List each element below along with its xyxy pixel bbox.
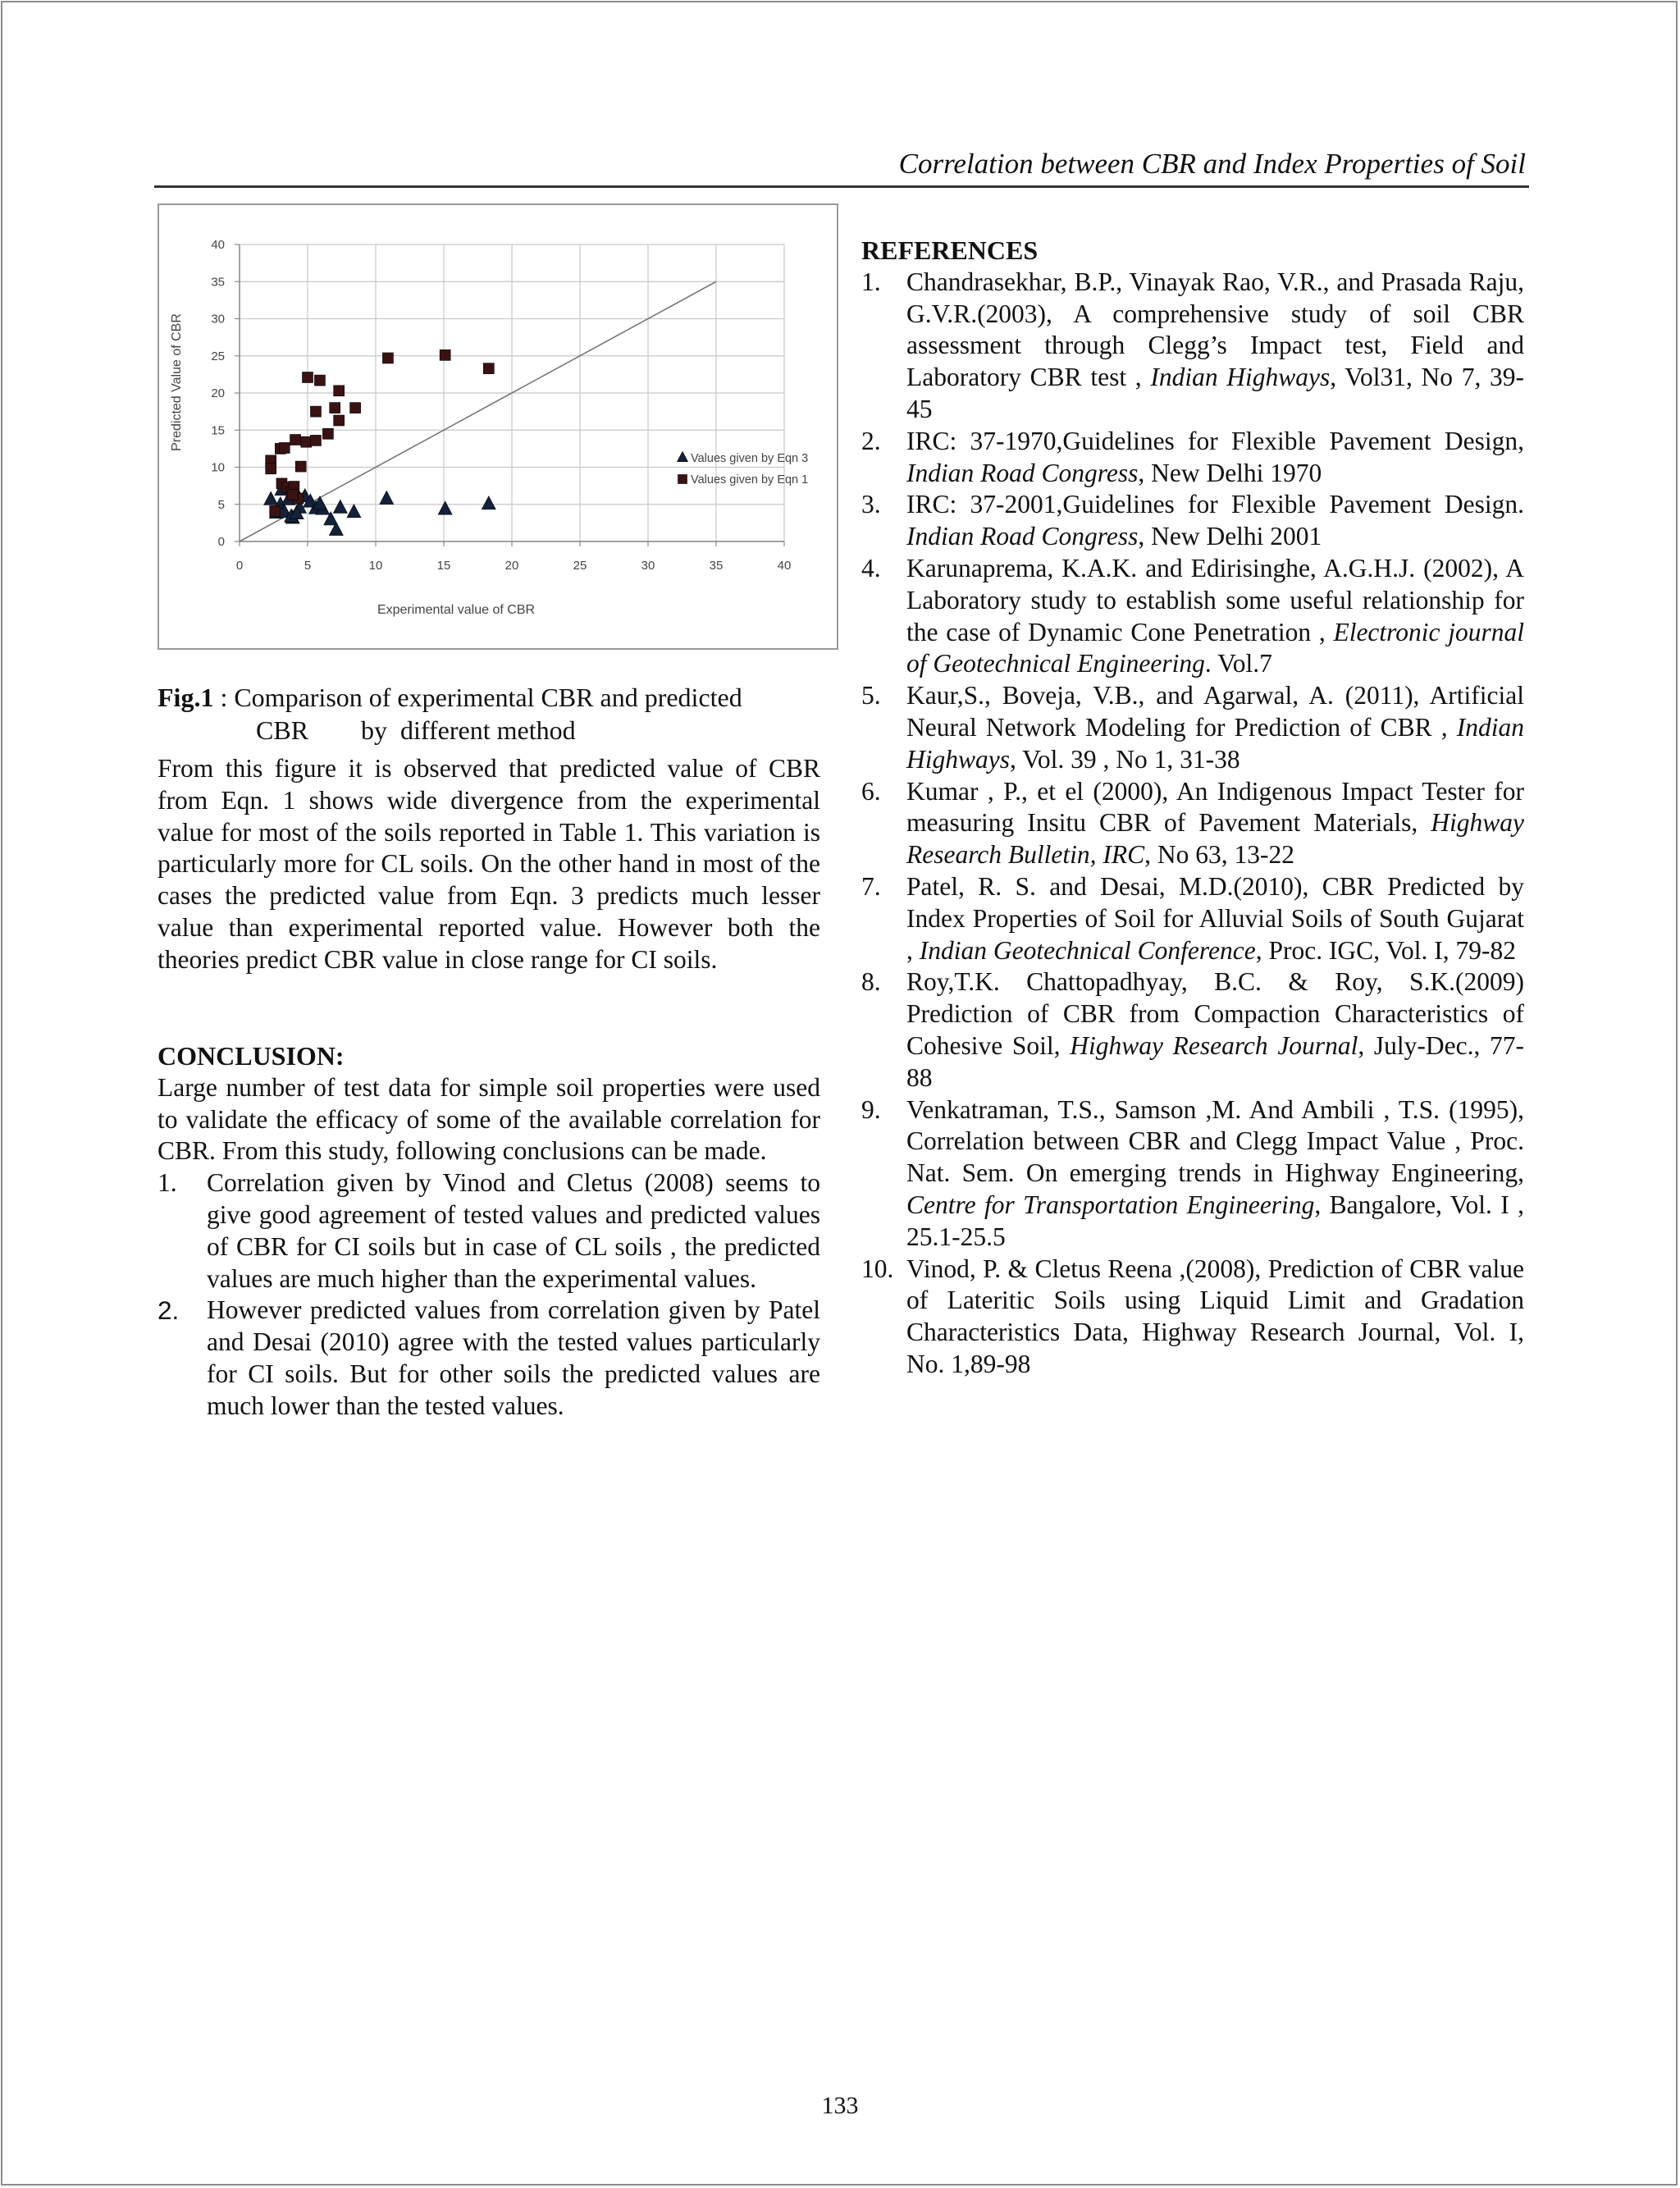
conclusion-item-text: However predicted values from correlation given by Patel and Desai (2010) agree with the tested values particularly for CI soils. But for other soils the predicted values are much lower than the tested values. [207, 1295, 820, 1420]
data-point-eqn3 [482, 496, 495, 509]
legend-marker-square [678, 475, 687, 484]
reference-text: Vinod, P. & Cletus Reena ,(2008), Prediction of CBR value of Lateritic Soils using Liquid Limit and Gradation Characteristics Data, Highway Research Journal, Vol. I, No. 1,89-98 [906, 1254, 1524, 1378]
reference-item [861, 426, 1524, 490]
legend-marker-triangle [678, 451, 688, 461]
reference-text: Patel, R. S. and Desai, M.D.(2010), CBR Predicted by Index Properties of Soil for Alluvial Soils of South Gujarat , [906, 871, 1524, 965]
reference-details: , Proc. IGC, Vol. I, 79-82 [1255, 935, 1517, 965]
y-tick-label: 30 [211, 312, 225, 327]
data-point-eqn1 [295, 461, 306, 472]
reference-item [861, 267, 1524, 426]
figure-caption [158, 681, 838, 747]
page-number: 133 [821, 2092, 859, 2119]
data-point-eqn1 [303, 372, 313, 382]
y-tick-label: 10 [211, 460, 225, 475]
reference-item [861, 553, 1524, 680]
x-tick-label: 40 [777, 559, 792, 573]
x-tick-label: 15 [436, 559, 451, 573]
reference-text: Karunaprema, K.A.K. and Edirisinghe, A.G.H.J. (2002), A Laboratory study to establish some useful relationship for the case of Dynamic Cone Penetration , [906, 553, 1524, 646]
data-point-eqn1 [330, 403, 340, 413]
chart-legend [678, 451, 809, 486]
conclusion-section [158, 1040, 820, 1423]
reference-source: Indian Road Congress [906, 458, 1139, 487]
scatter-chart [159, 205, 837, 648]
reference-details: , No 63, 13-22 [1144, 840, 1295, 870]
y-tick-label: 0 [217, 535, 225, 549]
discussion-block [158, 753, 820, 976]
legend-entry: Values given by Eqn 3 [691, 452, 809, 465]
conclusion-heading: CONCLUSION: [158, 1041, 345, 1071]
reference-item [861, 1094, 1524, 1254]
data-point-eqn1 [266, 464, 276, 474]
x-tick-label: 25 [573, 559, 587, 573]
references-section [861, 235, 1524, 1381]
reference-number: 3. [861, 490, 881, 519]
conclusion-list [158, 1167, 820, 1422]
data-point-eqn1 [310, 435, 321, 445]
reference-text: Kumar , P., et el (2000), An Indigenous Impact Tester for measuring Insitu CBR of Pavement Materials, [906, 776, 1524, 838]
y-tick-label: 15 [211, 423, 225, 438]
reference-item [861, 680, 1524, 775]
data-point-eqn1 [382, 353, 393, 363]
legend-entry: Values given by Eqn 1 [691, 473, 809, 486]
reference-number: 9. [861, 1094, 881, 1124]
conclusion-intro: Large number of test data for simple soil properties were used to validate the efficacy of some of the available correlation for CBR. From this study, following conclusions can be made. [158, 1072, 820, 1166]
y-tick-label: 40 [211, 238, 225, 252]
reference-source: Indian Geotechnical Conference [919, 935, 1256, 965]
reference-source: Highway Research Bulletin, IRC [906, 808, 1524, 870]
reference-text: IRC: 37-1970,Guidelines for Flexible Pavement Design, [906, 426, 1524, 455]
data-point-eqn1 [322, 428, 333, 439]
header-rule [154, 185, 1529, 188]
reference-number: 8. [861, 967, 881, 997]
reference-number: 4. [861, 553, 881, 582]
x-tick-label: 10 [368, 559, 383, 573]
conclusion-item-number: 1. [158, 1168, 177, 1198]
data-point-eqn1 [290, 435, 301, 445]
chart-x-label: Experimental value of CBR [377, 603, 536, 617]
data-point-eqn1 [334, 415, 345, 426]
reference-source: Electronic journal of Geotechnical Engineering [906, 617, 1524, 678]
x-tick-label: 30 [641, 559, 655, 573]
figure-caption-line1: : Comparison of experimental CBR and predicted [213, 683, 742, 712]
conclusion-item-text: Correlation given by Vinod and Cletus (2008) seems to give good agreement of tested values and predicted values of CBR for CI soils but in case of CL soils , the predicted values are much higher than the experimental values. [207, 1168, 820, 1293]
reference-details: , Bangalore, Vol. I , 25.1-25.5 [906, 1190, 1524, 1251]
data-point-eqn1 [301, 436, 312, 447]
figure-caption-line2: CBR by different method [256, 715, 576, 745]
reference-number: 10. [861, 1254, 894, 1283]
reference-details: . Vol.7 [1204, 649, 1272, 678]
reference-source: Indian Highways [1150, 363, 1331, 392]
y-tick-label: 20 [211, 386, 225, 400]
chart-points [264, 349, 496, 535]
data-point-eqn1 [287, 489, 298, 500]
references-list [861, 267, 1524, 1381]
reference-number: 7. [861, 871, 881, 901]
data-point-eqn1 [483, 363, 494, 374]
reference-item [861, 871, 1524, 966]
data-point-eqn3 [333, 500, 347, 513]
reference-number: 5. [861, 681, 881, 710]
data-point-eqn1 [310, 406, 321, 417]
reference-item [861, 966, 1524, 1094]
conclusion-item [158, 1167, 820, 1295]
reference-item [861, 1254, 1524, 1381]
reference-details: , Vol. 39 , No 1, 31-38 [1010, 744, 1240, 774]
reference-number: 1. [861, 267, 881, 296]
data-point-eqn3 [347, 505, 361, 518]
figure-label: Fig.1 [158, 683, 214, 712]
discussion-paragraph: From this figure it is observed that predicted value of CBR from Eqn. 1 shows wide divergence from the experimental value for most of the soils reported in Table 1. This variation is particularly more for CL soils. On the other hand in most of the cases the predicted value from Eqn. 3 predicts much lesser value than experimental reported value. However both the theories predict CBR value in close range for CI soils. [158, 754, 820, 974]
reference-source: Indian Highways [906, 712, 1524, 774]
reference-number: 6. [861, 776, 881, 806]
running-title: Correlation between CBR and Index Properties of Soil [898, 148, 1526, 180]
reference-details: , Vol31, No 7, 39-45 [906, 363, 1524, 423]
reference-item [861, 489, 1524, 553]
reference-item [861, 776, 1524, 871]
y-tick-label: 35 [211, 275, 225, 290]
data-point-eqn1 [440, 349, 450, 360]
figure-1 [158, 203, 838, 650]
reference-text: Venkatraman, T.S., Samson ,M. And Ambili , T.S. (1995), Correlation between CBR and Clegg Impact Value , Proc. Nat. Sem. On emerging trends in Highway Engineering, [906, 1094, 1524, 1188]
y-tick-label: 5 [217, 497, 225, 512]
x-tick-label: 35 [709, 559, 724, 573]
reference-source: Highway Research Journal [1070, 1030, 1358, 1060]
reference-source: Centre for Transportation Engineering [906, 1190, 1315, 1219]
reference-number: 2. [861, 426, 881, 455]
x-tick-label: 20 [504, 559, 519, 573]
data-point-eqn1 [350, 403, 361, 413]
reference-text: Kaur,S., Boveja, V.B., and Agarwal, A. (2011), Artificial Neural Network Modeling for Prediction of CBR , [906, 681, 1524, 742]
chart-y-label: Predicted Value of CBR [170, 313, 184, 451]
y-tick-label: 25 [211, 349, 225, 363]
x-tick-label: 5 [304, 559, 312, 573]
conclusion-item [158, 1295, 820, 1422]
data-point-eqn3 [438, 501, 452, 514]
data-point-eqn3 [380, 491, 394, 504]
reference-text: Roy,T.K. Chattopadhyay, B.C. & Roy, S.K.(2009) Prediction of CBR from Compaction Characteristics of Cohesive Soil, [906, 967, 1524, 1060]
conclusion-item-number: 2. [158, 1295, 180, 1326]
reference-details: , New Delhi 1970 [1138, 458, 1322, 487]
data-point-eqn1 [270, 505, 281, 516]
reference-text: Chandrasekhar, B.P., Vinayak Rao, V.R., and Prasada Raju, G.V.R.(2003), A comprehensive study of soil CBR assessment through Clegg’s Impact test, Field and Laboratory CBR test , [906, 267, 1524, 392]
reference-text: IRC: 37-2001,Guidelines for Flexible Pavement Design. [906, 490, 1524, 519]
data-point-eqn1 [279, 442, 290, 453]
references-heading: REFERENCES [861, 235, 1039, 265]
reference-details: , New Delhi 2001 [1138, 522, 1322, 551]
reference-details: , July-Dec., 77-88 [906, 1030, 1524, 1092]
data-point-eqn1 [314, 375, 325, 386]
data-point-eqn1 [334, 386, 345, 396]
reference-source: Indian Road Congress [906, 522, 1139, 551]
x-tick-label: 0 [235, 559, 244, 573]
